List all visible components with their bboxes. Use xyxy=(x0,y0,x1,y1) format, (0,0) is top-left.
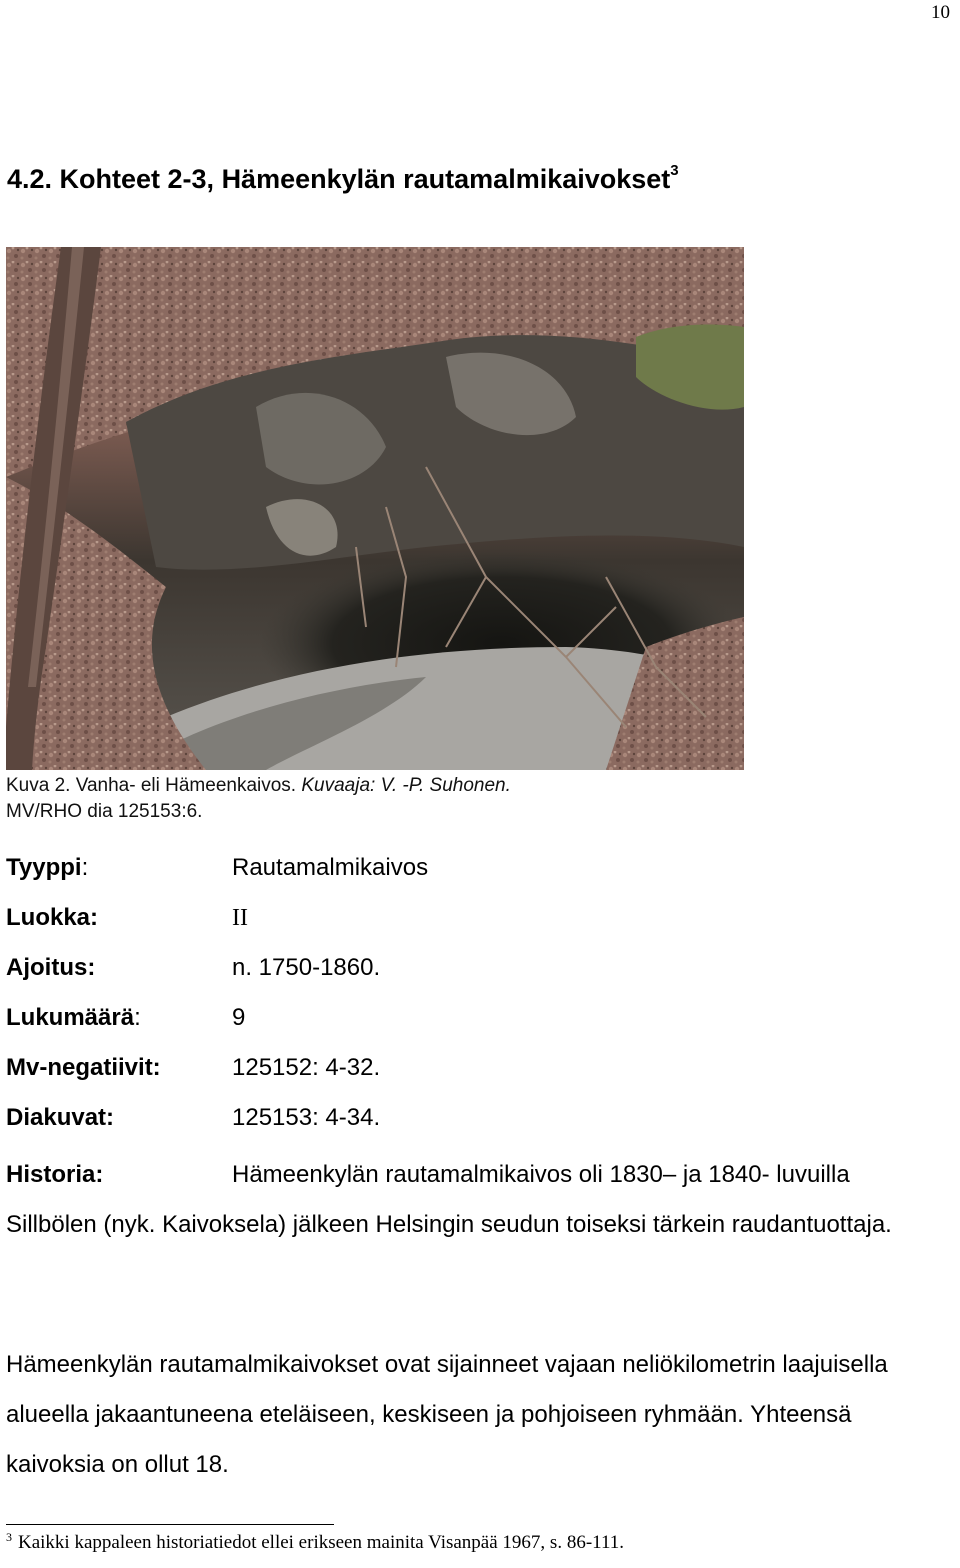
historia-label: Historia: xyxy=(6,1161,104,1188)
mine-photo-image xyxy=(6,247,744,770)
field-label: Lukumäärä: xyxy=(6,1004,141,1031)
field-value: 125152: 4-32. xyxy=(232,1054,381,1081)
heading-footnote-ref: 3 xyxy=(670,162,679,179)
section-heading xyxy=(7,164,679,195)
page-number: 10 xyxy=(931,2,950,23)
historia-text: Hämeenkylän rautamalmikaivos oli 1830– ja 1840- luvuilla Sillbölen (nyk. Kaivoksela) jälkeen Helsingin seudun toiseksi tärkein raudantuottaja. xyxy=(6,1161,892,1238)
footnote-text: Kaikki kappaleen historiatiedot ellei erikseen mainita Visanpää 1967, s. 86-111. xyxy=(18,1532,624,1553)
field-value: n. 1750-1860. xyxy=(232,954,381,981)
field-value: 9 xyxy=(232,1004,246,1031)
historia-block xyxy=(6,1150,941,1250)
heading-text: 4.2. Kohteet 2-3, Hämeenkylän rautamalmikaivokset xyxy=(7,164,671,194)
field-label: Mv-negatiivit: xyxy=(6,1054,161,1081)
field-value: II xyxy=(232,905,248,931)
field-label: Diakuvat: xyxy=(6,1104,115,1131)
caption-line-1 xyxy=(6,773,511,799)
body-paragraph: Hämeenkylän rautamalmikaivokset ovat sijainneet vajaan neliökilometrin laajuisella alueella jakaantuneena eteläiseen, keskiseen ja pohjoiseen ryhmään. Yhteensä kaivoksia on ollut 18. xyxy=(6,1351,888,1478)
field-value: Rautamalmikaivos xyxy=(232,854,429,881)
footnote-divider xyxy=(6,1524,334,1525)
field-value: 125153: 4-34. xyxy=(232,1104,381,1131)
footnote xyxy=(6,1532,624,1554)
mine-photo xyxy=(6,247,744,770)
caption-credit: Kuvaaja: V. -P. Suhonen. xyxy=(301,775,511,796)
photo-caption xyxy=(6,773,511,825)
footnote-number: 3 xyxy=(6,1530,12,1544)
field-label: Ajoitus: xyxy=(6,954,96,981)
field-label: Luokka: xyxy=(6,904,99,931)
caption-main: Kuva 2. Vanha- eli Hämeenkaivos. xyxy=(6,775,297,796)
field-label: Tyyppi: xyxy=(6,854,89,881)
caption-line-2: MV/RHO dia 125153:6. xyxy=(6,801,203,822)
